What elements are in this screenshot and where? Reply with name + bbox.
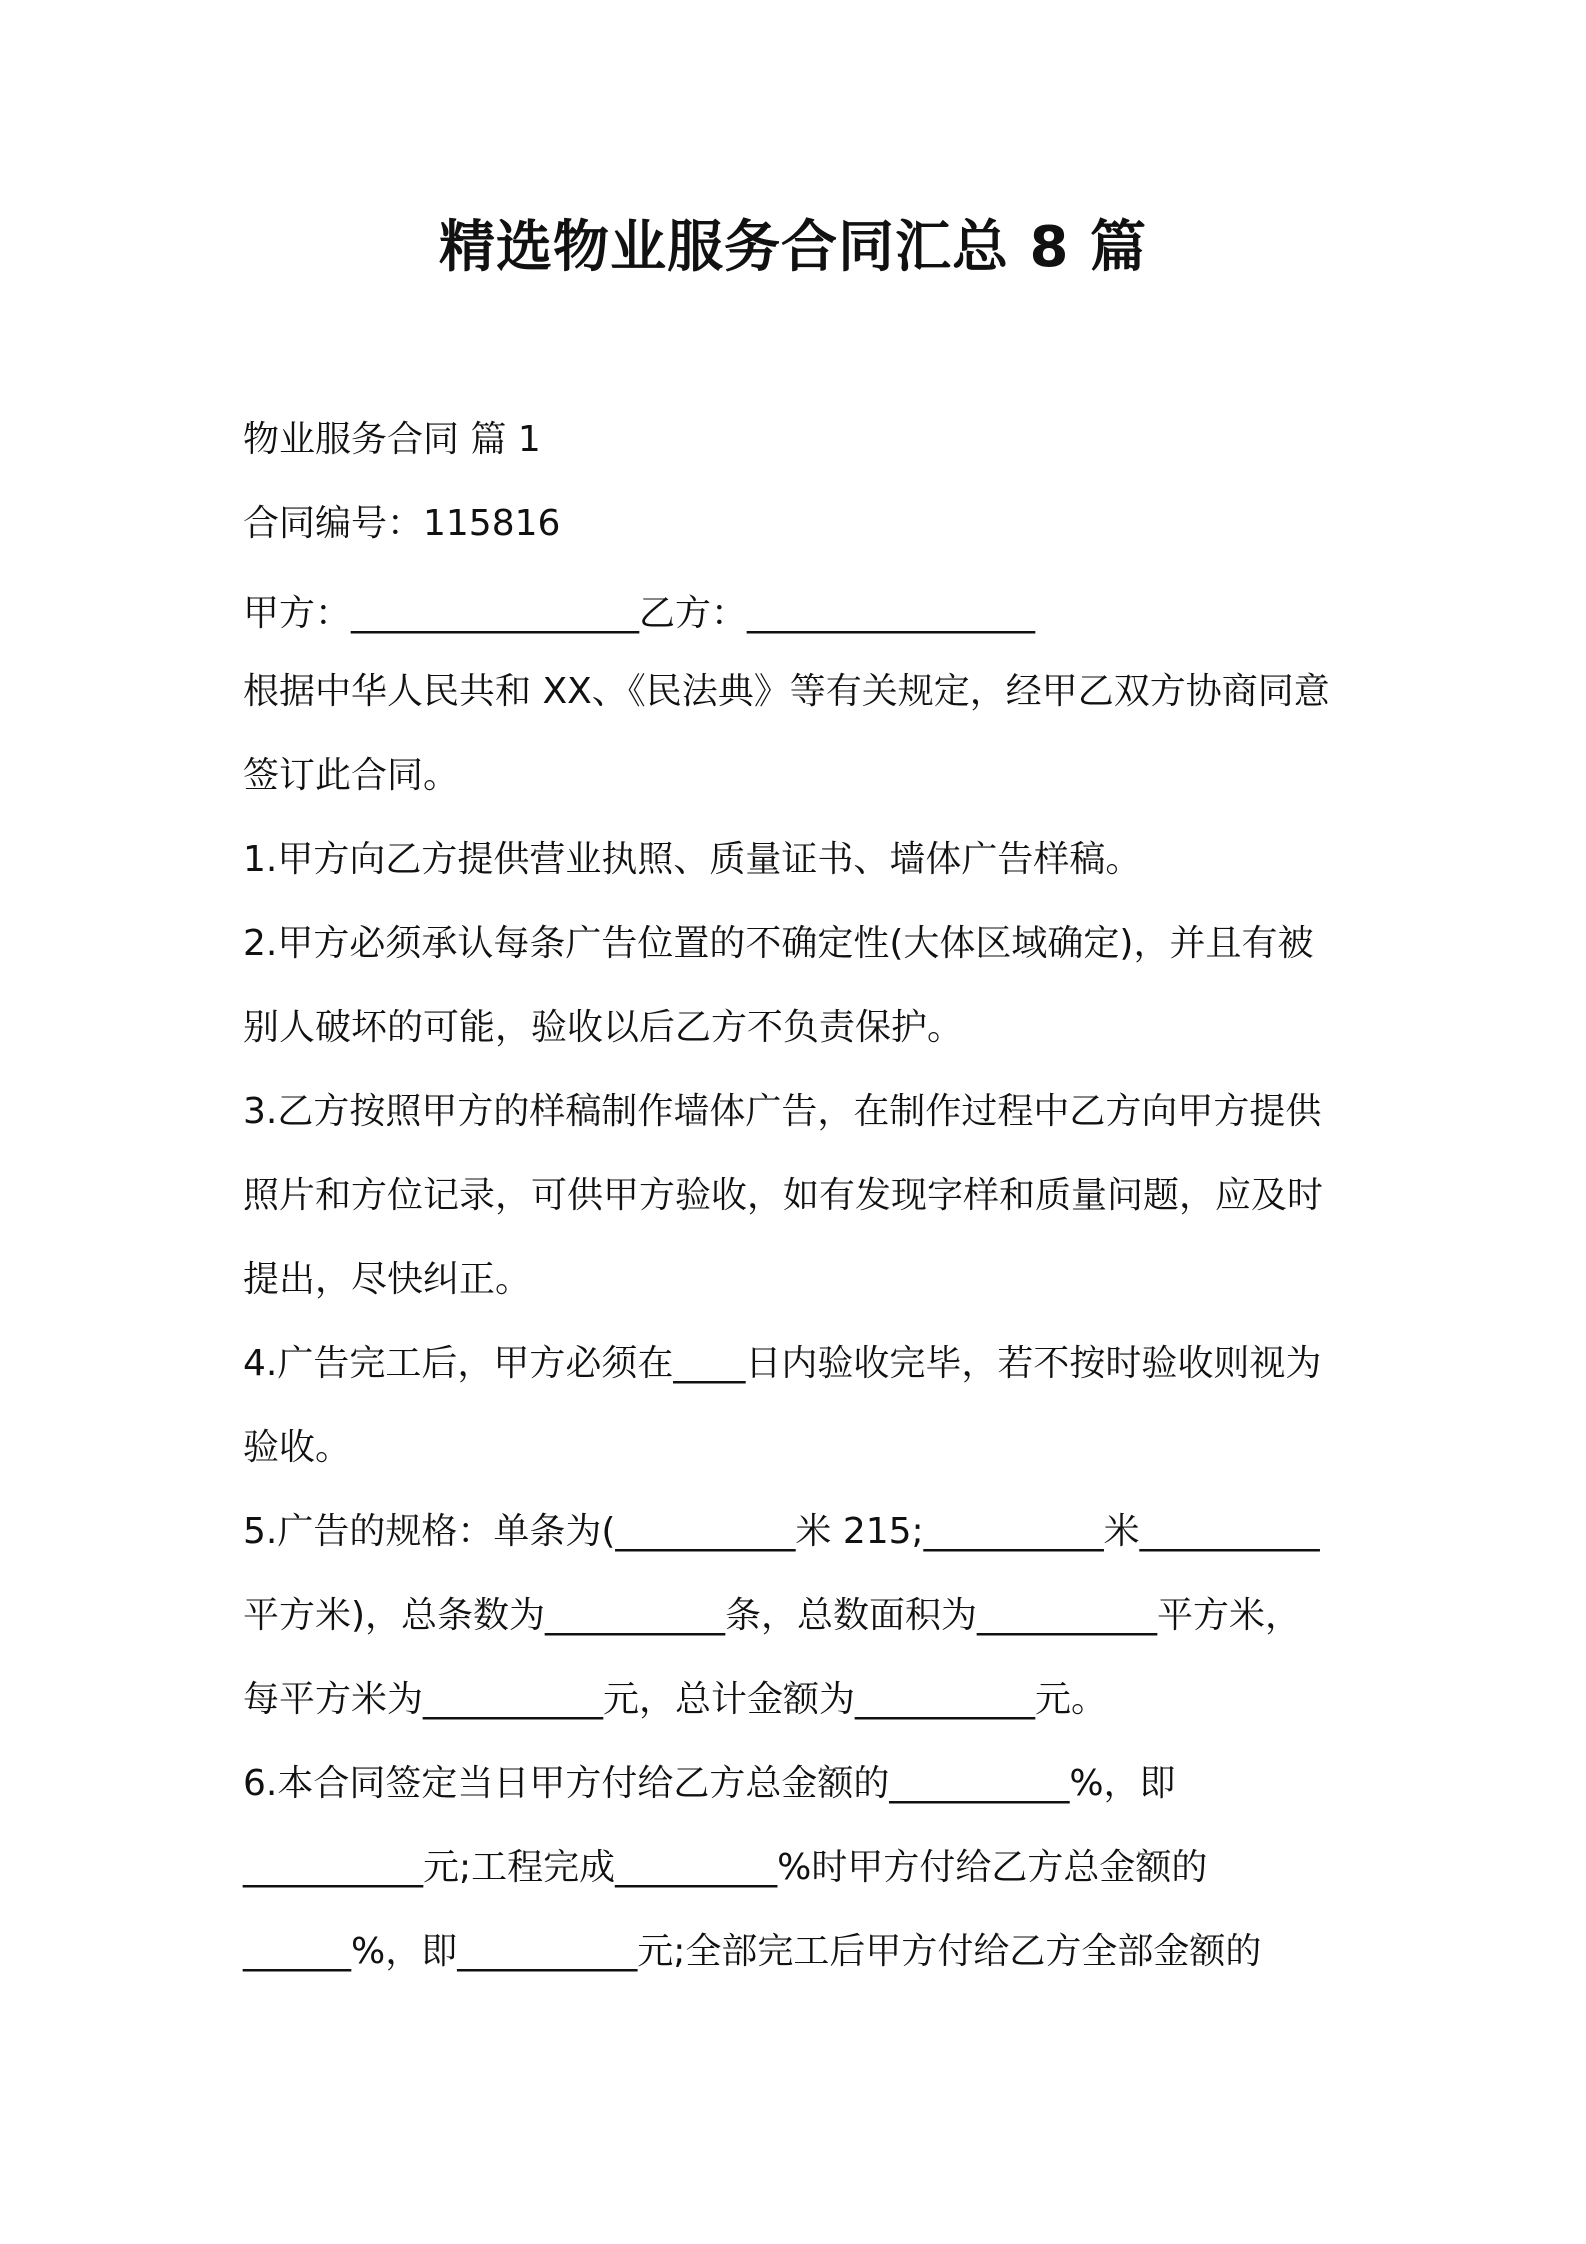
- parties-line: 甲方：________________乙方：________________: [243, 593, 1036, 634]
- clause-line: 提出，尽快纠正。: [243, 1259, 532, 1300]
- clause-line: 2.甲方必须承认每条广告位置的不确定性(大体区域确定)，并且有被: [243, 923, 1314, 964]
- clause-line: 验收。: [243, 1427, 352, 1468]
- paragraph-line: 根据中华人民共和 XX、《民法典》等有关规定，经甲乙双方协商同意: [243, 671, 1330, 712]
- document-title: 精选物业服务合同汇总 8 篇: [439, 215, 1147, 280]
- clause-line: __________元;工程完成_________%时甲方付给乙方总金额的: [243, 1847, 1208, 1888]
- clause-line: 平方米)，总条数为__________条，总数面积为__________平方米，: [243, 1595, 1302, 1636]
- section-heading: 物业服务合同 篇 1: [243, 419, 541, 460]
- clause-line: 4.广告完工后，甲方必须在____日内验收完毕，若不按时验收则视为: [243, 1343, 1322, 1384]
- clause-line: 1.甲方向乙方提供营业执照、质量证书、墙体广告样稿。: [243, 839, 1142, 880]
- clause-line: 别人破坏的可能，验收以后乙方不负责保护。: [243, 1007, 964, 1048]
- contract-number: 合同编号：115816: [243, 503, 561, 544]
- paragraph-line: 签订此合同。: [243, 755, 460, 796]
- clause-line: 5.广告的规格：单条为(__________米 215;__________米__________: [243, 1511, 1320, 1552]
- clause-line: 每平方米为__________元，总计金额为__________元。: [243, 1679, 1108, 1720]
- clause-line: ______%，即__________元;全部完工后甲方付给乙方全部金额的: [243, 1931, 1262, 1972]
- clause-line: 6.本合同签定当日甲方付给乙方总金额的__________%，即: [243, 1763, 1176, 1804]
- clause-line: 3.乙方按照甲方的样稿制作墙体广告，在制作过程中乙方向甲方提供: [243, 1091, 1322, 1132]
- clause-line: 照片和方位记录，可供甲方验收，如有发现字样和质量问题，应及时: [243, 1175, 1324, 1216]
